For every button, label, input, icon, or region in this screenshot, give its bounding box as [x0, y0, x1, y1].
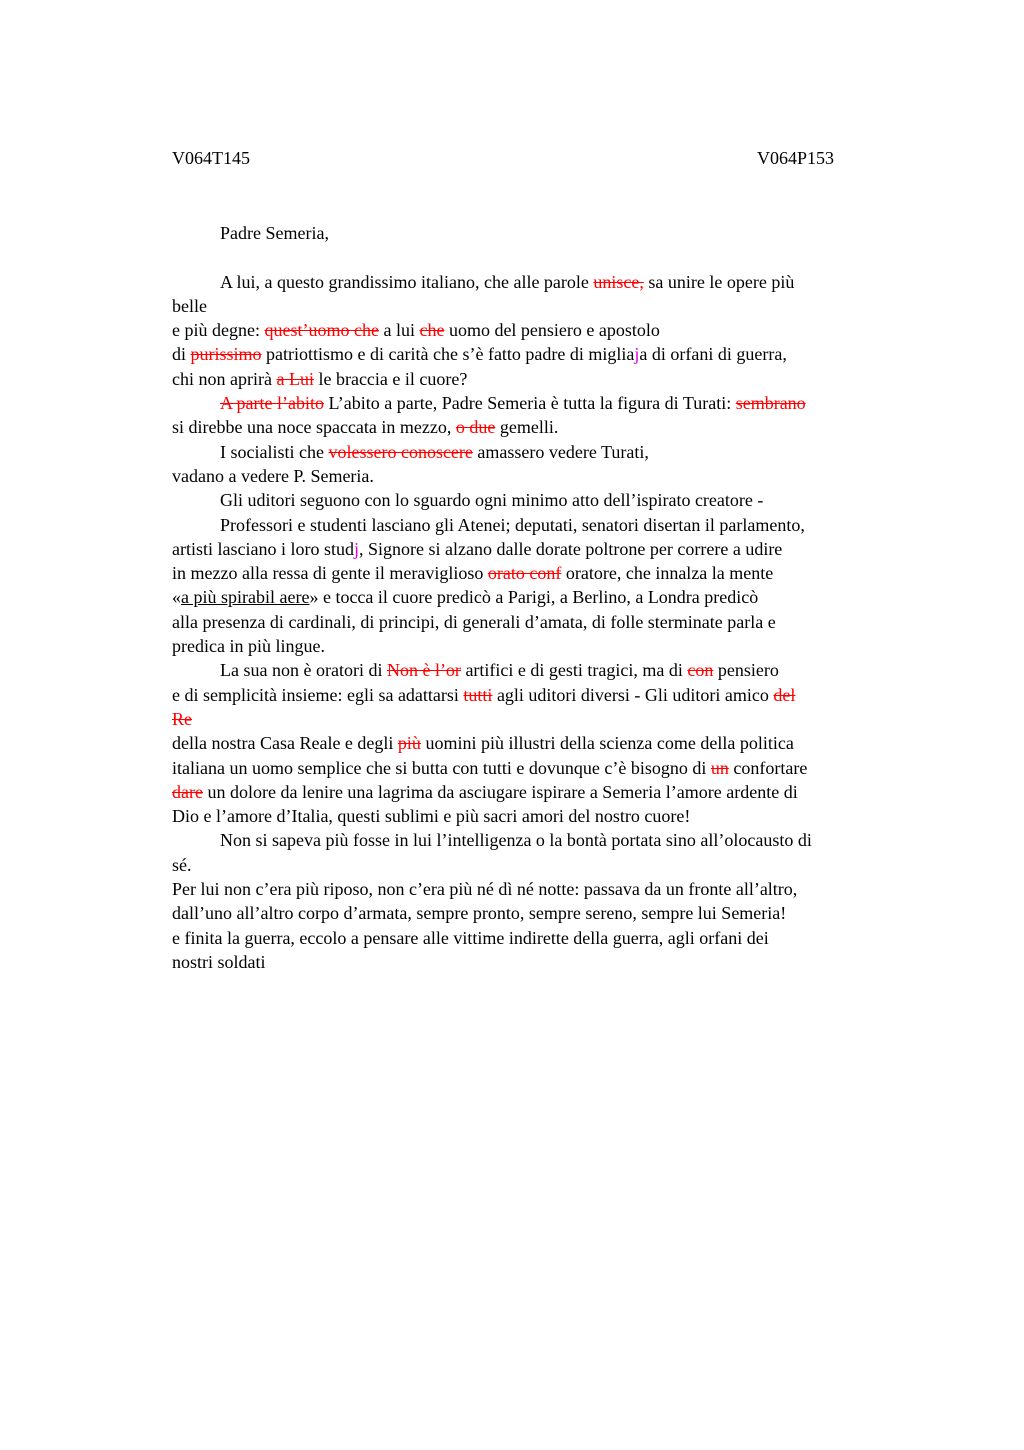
deleted-text: dare	[172, 781, 203, 802]
text-span: La sua non è oratori di	[220, 660, 387, 681]
text-line	[172, 658, 902, 682]
text-line	[172, 367, 902, 391]
salutation: Padre Semeria,	[220, 223, 329, 243]
deleted-text: che	[419, 320, 445, 341]
text-span: e di semplicità insieme: egli sa adattarsi	[172, 684, 464, 705]
text-line	[172, 707, 902, 731]
text-line	[172, 561, 902, 585]
text-line: sé.	[172, 854, 192, 875]
deleted-text: del	[773, 684, 796, 705]
text-span: chi non aprirà	[172, 368, 277, 389]
text-line: predica in più lingue.	[172, 636, 325, 657]
text-span: oratore, che innalza la mente	[561, 563, 774, 584]
text-span: e più degne:	[172, 320, 265, 341]
text-line	[172, 342, 902, 366]
text-line: dall’uno all’altro corpo d’armata, sempre pronto, sempre sereno, sempre lui Semeria!	[172, 903, 787, 924]
deleted-text: più	[397, 733, 421, 754]
text-line: belle	[172, 295, 207, 316]
text-line	[172, 756, 902, 780]
text-line: Non si sapeva più fosse in lui l’intelligenza o la bontà portata sino all’olocausto di	[220, 830, 812, 851]
text-span: le braccia e il cuore?	[313, 368, 468, 389]
text-span: di	[172, 344, 191, 365]
text-line	[172, 585, 902, 609]
deleted-text: Re	[172, 708, 192, 729]
text-line	[172, 683, 902, 707]
deleted-text: tutti	[463, 684, 493, 705]
text-span: uomo del pensiero e apostolo	[444, 320, 660, 341]
text-line: Professori e studenti lasciano gli Atenei; deputati, senatori disertan il parlamento,	[220, 514, 805, 535]
document-code-left: V064T145	[172, 148, 250, 168]
deleted-text: quest’uomo che	[264, 320, 379, 341]
deleted-text: orato conf	[487, 563, 562, 584]
text-span: uomini più illustri della scienza come della politica	[420, 733, 794, 754]
text-span: » e tocca il cuore predicò a Parigi, a Berlino, a Londra predicò	[309, 587, 759, 608]
text-line	[172, 537, 902, 561]
text-line: vadano a vedere P. Semeria.	[172, 465, 374, 486]
text-span: a lui	[378, 320, 420, 341]
deleted-text: sembrano	[735, 393, 806, 414]
text-line	[172, 415, 902, 439]
letter-body	[172, 221, 902, 974]
text-line: e finita la guerra, eccolo a pensare alle vittime indirette della guerra, agli orfani dei	[172, 927, 769, 948]
text-line: Gli uditori seguono con lo sguardo ogni minimo atto dell’ispirato creatore -	[220, 490, 764, 511]
text-line	[172, 731, 902, 755]
text-span: della nostra Casa Reale e degli	[172, 733, 398, 754]
text-line	[172, 270, 902, 294]
text-span: artisti lasciano i loro stud	[172, 538, 354, 559]
text-span: «	[172, 587, 181, 608]
deleted-text: A parte l’abito	[220, 393, 324, 414]
text-span: amassero vedere Turati,	[472, 441, 649, 462]
deleted-text: un	[710, 757, 729, 778]
text-line	[172, 318, 902, 342]
text-span: artifici e di gesti tragici, ma di	[460, 660, 688, 681]
text-span: agli uditori diversi - Gli uditori amico	[492, 684, 774, 705]
deleted-text: con	[687, 660, 714, 681]
text-span: L’abito a parte, Padre Semeria è tutta la figura di Turati:	[323, 393, 736, 414]
text-span: un dolore da lenire una lagrima da asciugare ispirare a Semeria l’amore ardente di	[202, 781, 798, 802]
text-span: confortare	[728, 757, 808, 778]
deleted-text: purissimo	[190, 344, 262, 365]
text-line	[172, 780, 902, 804]
deleted-text: volessero conoscere	[328, 441, 473, 462]
document-code-right: V064P153	[757, 148, 835, 168]
text-span: si direbbe una noce spaccata in mezzo,	[172, 417, 456, 438]
underlined-quote: a più spirabil aere	[181, 587, 310, 608]
text-line: Per lui non c’era più riposo, non c’era più né dì né notte: passava da un fronte all’altro,	[172, 879, 798, 900]
text-span: I socialisti che	[220, 441, 329, 462]
text-span: pensiero	[713, 660, 779, 681]
text-span: italiana un uomo semplice che si butta con tutti e dovunque c’è bisogno di	[172, 757, 711, 778]
text-span: a di orfani di guerra,	[639, 344, 787, 365]
text-line: Dio e l’amore d’Italia, questi sublimi e più sacri amori del nostro cuore!	[172, 806, 691, 827]
deleted-text: a Lui	[276, 368, 314, 389]
text-line: alla presenza di cardinali, di principi, di generali d’amata, di folle sterminate parla e	[172, 611, 776, 632]
text-span: , Signore si alzano dalle dorate poltrone per correre a udire	[358, 538, 783, 559]
inserted-text: j	[634, 344, 640, 365]
text-line	[172, 440, 902, 464]
deleted-text: Non è l’or	[386, 660, 461, 681]
inserted-text: j	[353, 538, 359, 559]
blank-line	[172, 245, 902, 269]
text-span: in mezzo alla ressa di gente il meraviglioso	[172, 563, 488, 584]
text-span: patriottismo e di carità che s’è fatto padre di miglia	[261, 344, 635, 365]
text-span: A lui, a questo grandissimo italiano, che alle parole	[220, 271, 594, 292]
text-line: nostri soldati	[172, 951, 266, 972]
deleted-text: o due	[455, 417, 496, 438]
text-span: sa unire le opere più	[643, 271, 795, 292]
text-line	[172, 391, 902, 415]
text-span: gemelli.	[495, 417, 559, 438]
deleted-text: unisce,	[593, 271, 644, 292]
